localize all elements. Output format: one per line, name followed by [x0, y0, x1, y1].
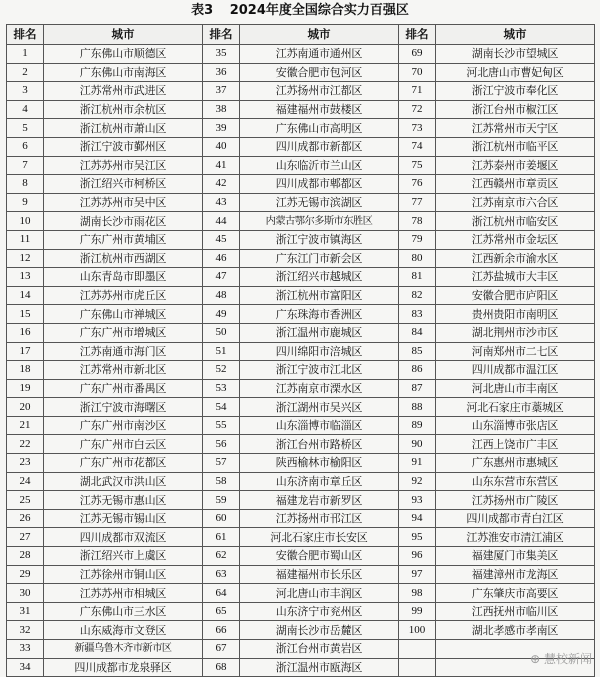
city-cell: 河南郑州市二七区 [436, 342, 595, 361]
city-cell: 江苏南通市通州区 [240, 45, 399, 64]
city-cell: 福建福州市鼓楼区 [240, 100, 399, 119]
rank-cell: 83 [399, 305, 436, 324]
table-row [7, 379, 595, 398]
table-row [7, 268, 595, 287]
city-cell: 广东广州市增城区 [44, 323, 203, 342]
rank-cell: 63 [203, 565, 240, 584]
rank-cell: 90 [399, 435, 436, 454]
city-cell: 浙江湖州市吴兴区 [240, 398, 399, 417]
rank-cell: 88 [399, 398, 436, 417]
rank-cell: 89 [399, 416, 436, 435]
rank-cell: 79 [399, 230, 436, 249]
rank-cell: 26 [7, 509, 44, 528]
rank-cell: 1 [7, 45, 44, 64]
rank-cell: 92 [399, 472, 436, 491]
table-row [7, 584, 595, 603]
city-cell: 四川成都市温江区 [436, 361, 595, 380]
city-cell: 河北石家庄市藁城区 [436, 398, 595, 417]
city-cell: 江苏苏州市虎丘区 [44, 286, 203, 305]
rank-cell: 8 [7, 175, 44, 194]
rank-cell: 66 [203, 621, 240, 640]
city-cell: 四川成都市郫都区 [240, 175, 399, 194]
city-header: 城市 [436, 25, 595, 45]
table-row [7, 63, 595, 82]
table-title [0, 0, 600, 24]
rank-cell: 33 [7, 640, 44, 659]
rank-cell: 50 [203, 323, 240, 342]
table-row [7, 640, 595, 659]
watermark: ⊕ 慧校新闻 [530, 652, 592, 666]
city-cell: 广东广州市番禺区 [44, 379, 203, 398]
city-cell: 浙江台州市黄岩区 [240, 640, 399, 659]
city-cell: 浙江宁波市海曙区 [44, 398, 203, 417]
rank-cell: 16 [7, 323, 44, 342]
table-row [7, 175, 595, 194]
rank-cell: 17 [7, 342, 44, 361]
rank-cell: 77 [399, 193, 436, 212]
city-cell: 江西上饶市广丰区 [436, 435, 595, 454]
city-cell: 浙江宁波市奉化区 [436, 82, 595, 101]
rank-cell: 30 [7, 584, 44, 603]
rank-cell: 84 [399, 323, 436, 342]
ranking-table [6, 24, 595, 677]
city-cell: 广东佛山市高明区 [240, 119, 399, 138]
rank-cell: 49 [203, 305, 240, 324]
city-cell: 安徽合肥市蜀山区 [240, 547, 399, 566]
city-cell: 四川成都市双流区 [44, 528, 203, 547]
city-cell: 福建龙岩市新罗区 [240, 491, 399, 510]
table-row [7, 230, 595, 249]
city-cell: 江苏泰州市姜堰区 [436, 156, 595, 175]
rank-cell: 60 [203, 509, 240, 528]
rank-cell: 54 [203, 398, 240, 417]
rank-cell: 68 [203, 658, 240, 677]
rank-cell: 7 [7, 156, 44, 175]
city-cell: 广东肇庆市高要区 [436, 584, 595, 603]
city-cell: 浙江绍兴市越城区 [240, 268, 399, 287]
city-header: 城市 [44, 25, 203, 45]
city-cell: 江苏淮安市清江浦区 [436, 528, 595, 547]
city-cell: 江苏常州市金坛区 [436, 230, 595, 249]
city-cell: 江苏南通市海门区 [44, 342, 203, 361]
rank-cell: 36 [203, 63, 240, 82]
city-cell: 湖南长沙市岳麓区 [240, 621, 399, 640]
table-row [7, 286, 595, 305]
city-cell: 广东佛山市顺德区 [44, 45, 203, 64]
city-cell: 广东佛山市禅城区 [44, 305, 203, 324]
rank-cell: 75 [399, 156, 436, 175]
rank-cell: 93 [399, 491, 436, 510]
city-cell: 广东惠州市惠城区 [436, 454, 595, 473]
city-cell: 江苏无锡市惠山区 [44, 491, 203, 510]
rank-cell: 5 [7, 119, 44, 138]
rank-cell: 71 [399, 82, 436, 101]
rank-header: 排名 [399, 25, 436, 45]
city-cell: 江苏扬州市广陵区 [436, 491, 595, 510]
rank-cell: 100 [399, 621, 436, 640]
city-cell: 内蒙古鄂尔多斯市东胜区 [240, 212, 399, 231]
rank-cell: 11 [7, 230, 44, 249]
city-header: 城市 [240, 25, 399, 45]
rank-cell: 87 [399, 379, 436, 398]
rank-cell: 72 [399, 100, 436, 119]
rank-cell: 27 [7, 528, 44, 547]
rank-cell: 82 [399, 286, 436, 305]
rank-cell: 3 [7, 82, 44, 101]
table-row [7, 342, 595, 361]
rank-cell: 45 [203, 230, 240, 249]
city-cell: 江西抚州市临川区 [436, 602, 595, 621]
table-row [7, 602, 595, 621]
city-cell: 山东淄博市张店区 [436, 416, 595, 435]
rank-cell: 23 [7, 454, 44, 473]
city-cell: 江苏常州市武进区 [44, 82, 203, 101]
rank-cell: 12 [7, 249, 44, 268]
city-cell: 山东临沂市兰山区 [240, 156, 399, 175]
city-cell: 河北唐山市丰润区 [240, 584, 399, 603]
city-cell: 安徽合肥市庐阳区 [436, 286, 595, 305]
city-cell: 江苏无锡市锡山区 [44, 509, 203, 528]
rank-cell: 57 [203, 454, 240, 473]
city-cell: 四川成都市龙泉驿区 [44, 658, 203, 677]
city-cell: 山东青岛市即墨区 [44, 268, 203, 287]
table-row [7, 565, 595, 584]
city-cell: 四川成都市新都区 [240, 137, 399, 156]
city-cell: 浙江温州市瓯海区 [240, 658, 399, 677]
city-cell: 福建厦门市集美区 [436, 547, 595, 566]
rank-header: 排名 [7, 25, 44, 45]
table-row [7, 305, 595, 324]
table-row [7, 193, 595, 212]
rank-cell: 65 [203, 602, 240, 621]
rank-cell: 53 [203, 379, 240, 398]
rank-cell: 56 [203, 435, 240, 454]
city-cell: 福建福州市长乐区 [240, 565, 399, 584]
table-row [7, 249, 595, 268]
rank-cell: 6 [7, 137, 44, 156]
city-cell: 浙江宁波市鄞州区 [44, 137, 203, 156]
city-cell: 浙江杭州市西湖区 [44, 249, 203, 268]
city-cell: 湖南长沙市雨花区 [44, 212, 203, 231]
rank-cell: 85 [399, 342, 436, 361]
city-cell: 浙江绍兴市柯桥区 [44, 175, 203, 194]
city-cell: 湖北武汉市洪山区 [44, 472, 203, 491]
city-cell: 四川成都市青白江区 [436, 509, 595, 528]
rank-cell: 15 [7, 305, 44, 324]
city-cell: 广东广州市花都区 [44, 454, 203, 473]
table-row [7, 491, 595, 510]
rank-cell [399, 640, 436, 659]
table-row [7, 454, 595, 473]
table-row [7, 212, 595, 231]
rank-cell: 94 [399, 509, 436, 528]
city-cell: 安徽合肥市包河区 [240, 63, 399, 82]
rank-cell: 21 [7, 416, 44, 435]
rank-cell: 35 [203, 45, 240, 64]
city-cell: 新疆乌鲁木齐市新市区 [44, 640, 203, 659]
rank-cell: 10 [7, 212, 44, 231]
city-cell: 江苏南京市溧水区 [240, 379, 399, 398]
rank-cell: 61 [203, 528, 240, 547]
city-cell: 河北唐山市丰南区 [436, 379, 595, 398]
rank-cell: 70 [399, 63, 436, 82]
city-cell: 广东珠海市香洲区 [240, 305, 399, 324]
rank-cell: 4 [7, 100, 44, 119]
table-row [7, 45, 595, 64]
rank-cell: 31 [7, 602, 44, 621]
city-cell: 山东威海市文登区 [44, 621, 203, 640]
rank-cell: 67 [203, 640, 240, 659]
rank-cell: 97 [399, 565, 436, 584]
rank-cell: 18 [7, 361, 44, 380]
rank-cell: 86 [399, 361, 436, 380]
city-cell: 江苏扬州市邗江区 [240, 509, 399, 528]
rank-header: 排名 [203, 25, 240, 45]
table-caption: 2024年度全国综合实力百强区 [229, 3, 409, 18]
rank-cell: 64 [203, 584, 240, 603]
city-cell: 广东佛山市南海区 [44, 63, 203, 82]
table-body [7, 45, 595, 677]
city-cell: 浙江台州市路桥区 [240, 435, 399, 454]
city-cell: 广东广州市黄埔区 [44, 230, 203, 249]
city-cell: 湖南长沙市望城区 [436, 45, 595, 64]
rank-cell: 20 [7, 398, 44, 417]
table-row [7, 323, 595, 342]
rank-cell: 58 [203, 472, 240, 491]
city-cell: 山东东营市东营区 [436, 472, 595, 491]
rank-cell: 48 [203, 286, 240, 305]
rank-cell: 81 [399, 268, 436, 287]
rank-cell: 42 [203, 175, 240, 194]
rank-cell: 32 [7, 621, 44, 640]
city-cell: 江苏盐城市大丰区 [436, 268, 595, 287]
rank-cell: 19 [7, 379, 44, 398]
rank-cell: 40 [203, 137, 240, 156]
rank-cell: 69 [399, 45, 436, 64]
city-cell: 浙江杭州市临平区 [436, 137, 595, 156]
city-cell: 广东江门市新会区 [240, 249, 399, 268]
table-row [7, 82, 595, 101]
table-row [7, 100, 595, 119]
table-row [7, 435, 595, 454]
rank-cell: 74 [399, 137, 436, 156]
city-cell: 江苏苏州市吴江区 [44, 156, 203, 175]
rank-cell: 59 [203, 491, 240, 510]
city-cell: 江苏扬州市江都区 [240, 82, 399, 101]
rank-cell: 24 [7, 472, 44, 491]
city-cell: 江苏常州市新北区 [44, 361, 203, 380]
city-cell: 河北唐山市曹妃甸区 [436, 63, 595, 82]
rank-cell: 34 [7, 658, 44, 677]
rank-cell: 99 [399, 602, 436, 621]
rank-cell: 80 [399, 249, 436, 268]
city-cell: 江苏南京市六合区 [436, 193, 595, 212]
table-row [7, 398, 595, 417]
table-row [7, 547, 595, 566]
city-cell: 江苏苏州市相城区 [44, 584, 203, 603]
rank-cell: 51 [203, 342, 240, 361]
city-cell: 山东济宁市兖州区 [240, 602, 399, 621]
rank-cell: 25 [7, 491, 44, 510]
city-cell: 江苏徐州市铜山区 [44, 565, 203, 584]
rank-cell: 47 [203, 268, 240, 287]
rank-cell: 62 [203, 547, 240, 566]
rank-cell: 52 [203, 361, 240, 380]
rank-cell: 28 [7, 547, 44, 566]
city-cell: 陕西榆林市榆阳区 [240, 454, 399, 473]
city-cell: 湖北孝感市孝南区 [436, 621, 595, 640]
rank-cell: 41 [203, 156, 240, 175]
rank-cell: 91 [399, 454, 436, 473]
table-row [7, 156, 595, 175]
rank-cell: 22 [7, 435, 44, 454]
city-cell: 浙江宁波市江北区 [240, 361, 399, 380]
table-row [7, 416, 595, 435]
city-cell: 浙江杭州市萧山区 [44, 119, 203, 138]
rank-cell: 43 [203, 193, 240, 212]
rank-cell: 37 [203, 82, 240, 101]
city-cell: 广东佛山市三水区 [44, 602, 203, 621]
rank-cell: 2 [7, 63, 44, 82]
rank-cell: 13 [7, 268, 44, 287]
rank-cell: 46 [203, 249, 240, 268]
city-cell: 江苏无锡市滨湖区 [240, 193, 399, 212]
city-cell: 河北石家庄市长安区 [240, 528, 399, 547]
table-row [7, 528, 595, 547]
table-row [7, 361, 595, 380]
city-cell: 浙江绍兴市上虞区 [44, 547, 203, 566]
rank-cell: 76 [399, 175, 436, 194]
city-cell: 四川绵阳市涪城区 [240, 342, 399, 361]
rank-cell: 38 [203, 100, 240, 119]
rank-cell: 9 [7, 193, 44, 212]
city-cell: 浙江台州市椒江区 [436, 100, 595, 119]
city-cell: 山东淄博市临淄区 [240, 416, 399, 435]
rank-cell: 14 [7, 286, 44, 305]
table-row [7, 472, 595, 491]
table-row [7, 119, 595, 138]
rank-cell: 95 [399, 528, 436, 547]
table-row [7, 137, 595, 156]
city-cell: 浙江杭州市余杭区 [44, 100, 203, 119]
rank-cell: 29 [7, 565, 44, 584]
table-row [7, 658, 595, 677]
header-row [7, 25, 595, 45]
city-cell: 江苏苏州市吴中区 [44, 193, 203, 212]
city-cell: 浙江宁波市镇海区 [240, 230, 399, 249]
rank-cell: 78 [399, 212, 436, 231]
city-cell: 江西赣州市章贡区 [436, 175, 595, 194]
table-number: 表3 [191, 3, 214, 18]
city-cell: 山东济南市章丘区 [240, 472, 399, 491]
city-cell: 湖北荆州市沙市区 [436, 323, 595, 342]
table-row [7, 509, 595, 528]
rank-cell: 73 [399, 119, 436, 138]
rank-cell: 98 [399, 584, 436, 603]
rank-cell [399, 658, 436, 677]
table-row [7, 621, 595, 640]
city-cell: 浙江杭州市临安区 [436, 212, 595, 231]
city-cell: 江苏常州市天宁区 [436, 119, 595, 138]
city-cell: 浙江杭州市富阳区 [240, 286, 399, 305]
city-cell: 江西新余市渝水区 [436, 249, 595, 268]
city-cell: 浙江温州市鹿城区 [240, 323, 399, 342]
rank-cell: 55 [203, 416, 240, 435]
city-cell: 广东广州市南沙区 [44, 416, 203, 435]
city-cell: 福建漳州市龙海区 [436, 565, 595, 584]
city-cell: 广东广州市白云区 [44, 435, 203, 454]
rank-cell: 44 [203, 212, 240, 231]
rank-cell: 96 [399, 547, 436, 566]
city-cell: 贵州贵阳市南明区 [436, 305, 595, 324]
rank-cell: 39 [203, 119, 240, 138]
